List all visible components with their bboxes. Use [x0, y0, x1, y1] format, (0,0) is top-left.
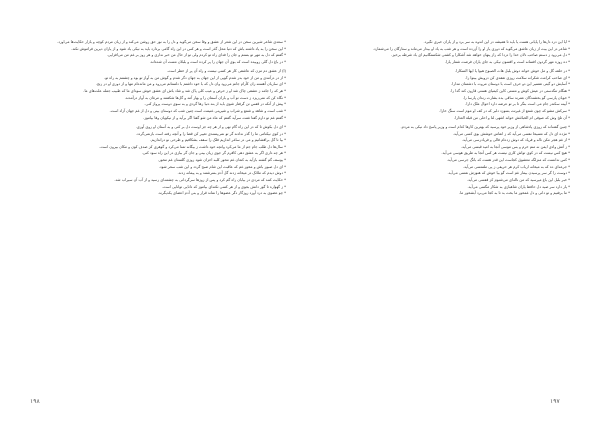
right-page-number: ١٩٧ [550, 399, 560, 405]
paragraph: * هر چه داری اگر به عشق دهی کافرم گر جوی زیان بینی و جان گر ببازی در این راه سود کنی. [141, 151, 286, 156]
paragraph: * گفتم که دل به مهر تو بستم و جان را فدای راه تو کردم ولی تو از حال من خبر نداری و هر روز بر غم من می‌افزایی. [106, 53, 286, 58]
paragraph: * شاعر در این بیت از زبان عاشق می‌گوید که دوری یار او را آزرده است و هر شب به یاد او بیدار می‌ماند و ستارگان را می‌شمارد. [372, 46, 570, 51]
paragraph: * در حلقه گل و مل خوش خواند دوش بلبل هات الصبوح هبوا یا ایها السکارا. [454, 69, 570, 74]
paragraph: * آیا این درد دل‌ها را پایانی هست یا باید تا همیشه در این اندوه به سر برد و از یاران خبری نگیرد. [423, 40, 570, 44]
paragraph: * دوست را گر سر پرسیدن بیمار غم است گو بیا خوش که هنوزش نفسی می‌آید. [447, 171, 570, 176]
paragraph: (ا) از عشق دم مزن که عاشقی کار هر کسی نیست و راه آن پر از خطر است. [166, 69, 286, 74]
paragraph: * آن تلخ وش که صوفی ام الخبائثش خواند اشهی لنا و احلی من قبلة العذارا. [453, 115, 570, 120]
paragraph: * یار دارد سر صید دل حافظ یاران شاهبازی به شکار مگسی می‌آید. [467, 184, 570, 189]
left-page-text [30, 40, 286, 197]
paragraph: * بیا تا گل برافشانیم و می در ساغر اندازیم فلک را سقف بشکافیم و طرحی نو دراندازیم. [150, 138, 286, 143]
paragraph: * حکایت کنند که مردی در بیابان راه گم کرد و پس از روزها سرگردانی به چشمه‌ای رسید و از آب آن سیراب شد. [114, 178, 286, 183]
paragraph: * خبر بلبل این باغ مپرسید که من ناله‌ای می‌شنوم کز قفسی می‌آید. [466, 178, 570, 183]
paragraph: * سرکش مشو که چون شمع از غیرتت بسوزد دلبر که در کف او موم است سنگ خارا. [439, 109, 570, 114]
paragraph: * هنگام تنگدستی در عیش کوش و مستی کاین کیمیای هستی قارون کند گدا را. [450, 89, 570, 94]
paragraph: * جرعه‌ای ده که به میخانه ارباب کرم هر حریفی ز پی ملتمسی می‌آید. [462, 164, 570, 169]
paragraph: * دوش دیدم که ملائک در میخانه زدند گل آدم بسرشتند و به پیمانه زدند. [177, 171, 286, 176]
left-page-number: ١٩٨ [30, 399, 40, 405]
paragraph: * ای ساربان آهسته ران کآرام جانم می‌رود وان دل که با خود داشتم با دلستانم می‌رود و من مانده‌ام تنها و از دوری او در رنج. [95, 82, 286, 87]
paragraph: * از در درآمدی و من از خود بدر شدم گویی از این جهان به جهان دگر شدم و گوش من به آواز تو بود و چشمم به راه تو. [104, 75, 286, 80]
paragraph: * چنین گفته‌اند که روزی پادشاهی از وزیر خود پرسید که بهترین کارها کدام است و وزیر پاسخ داد نیکی به مردم. [400, 124, 570, 129]
paragraph: * ما برفتیم و تو دانی و دل غمخور ما بخت بد تا به کجا می‌برد آبشخور ما. [458, 191, 570, 196]
paragraph: * گفتم غم تو دارم گفتا غمت سرآید گفتم که ماه من شو گفتا اگر برآید و از نیکویان وفا بیاموز. [143, 115, 286, 120]
paragraph: * از غم هجر مکن ناله و فریاد که دوش زده‌ام فالی و فریادرسی می‌آید. [461, 138, 570, 143]
paragraph: * دل می‌رود ز دستم صاحب دلان خدا را دردا که راز پنهان خواهد شد آشکارا و کشتی شکستگانیم ای باد شرطه برخیز. [391, 53, 570, 58]
right-page [314, 40, 570, 390]
paragraph: * در باغ دل گلی روییده است که بوی آن جهان را پر کرده است و بلبلان مست آن شده‌اند. [149, 59, 286, 64]
paragraph: * نگاه کن که نمی‌ریزد ز دست تو آب و باران آسمان را و بهار آمد و گل‌ها شکفتند و مرغان به آواز درآمدند. [124, 95, 286, 100]
paragraph: * هر که را جامه ز عشقی چاک شد او ز حرص و عیب کلی پاک شد و شاد باش ای عشق خوش سودای ما که طبیب جمله علت‌های ما. [83, 89, 286, 94]
paragraph: * خوبان پارسی گو بخشندگان عمرند ساقی بده بشارت رندان پارسا را. [462, 95, 570, 100]
paragraph: * سعدی شاعر شیرین سخن در این شعر از عشق و وفا سخن می‌گوید و دل را به نور حق روشن می‌کند و از زبان مردم کوچه و بازار حکایت‌ها می‌آورد. [57, 40, 286, 44]
paragraph: * ز آتش وادی ایمن نه منم خرم و بس موسی آنجا به امید قبسی می‌آید. [460, 144, 570, 149]
paragraph: * آیینه سکندر جام می است بنگر تا بر تو عرضه دارد احوال ملک دارا. [465, 102, 570, 107]
right-page-text [314, 40, 570, 197]
paragraph: * سال‌ها دل طلب جام جم از ما می‌کرد وانچه خود داشت ز بیگانه تمنا می‌کرد و گوهری کز صدف کون و مکان بیرون است. [99, 144, 286, 149]
paragraph: * ای دل صبور باش و مخور غم که عاقبت این شام صبح گردد و این شب سحر شود. [158, 164, 286, 169]
paragraph: * مژده ای دل که مسیحا نفسی می‌آید که ز انفاس خوشش بوی کسی می‌آید. [452, 131, 570, 136]
left-page [30, 40, 286, 390]
paragraph: * پیش از آنکه در قفس تن گرفتار شوی باید از بند دنیا رها گردی و به سوی دوست پرواز کنی. [144, 102, 286, 107]
paragraph: * هیچ کس نیست که در کوی تواش کاری نیست هر کس آنجا به طریق هوسی می‌آید. [441, 151, 570, 156]
paragraph: * کس ندانست که منزلگه معشوق کجاست این قدر هست که بانگ جرسی می‌آید. [446, 158, 570, 163]
paragraph: * ای دل بکوش تا که در این راه گام نهی و از هر چه جز اوست دل بر کنی و به آستان او روی آوری. [135, 124, 286, 129]
paragraph: * آسایش دو گیتی تفسیر این دو حرف است با دوستان مروت با دشمنان مدارا. [451, 82, 570, 87]
paragraph: * ز گهواره تا گور دانش بجوی و از هر کسی نکته‌ای بیاموز که دانایی توانایی است. [161, 184, 286, 189]
paragraph: * یوسف گم گشته بازآید به کنعان غم مخور کلبه احزان شود روزی گلستان غم مخور. [157, 158, 286, 163]
paragraph: * شب است و شاهد و شمع و شراب و شیرینی غنیمت است چنین شب که دوستان بینی و دل از غم جهان آزاد است. [109, 109, 286, 114]
paragraph: * این سخن را به یاد داشته باش که دنیا محل گذر است و هر کس در این راه گامی بردارد باید به نیکی یاد شود و از یاران دیرین فراموش نکند. [71, 46, 286, 51]
paragraph: * ده روزه مهر گردون افسانه است و افسون نیکی به جای یاران فرصت شمار یارا. [444, 59, 570, 64]
paragraph: * در کوی نیکنامی ما را گذر ندادند گر تو نمی‌پسندی تغییر کن قضا را و آنچه رفته است بازنمی‌گردد. [135, 131, 286, 136]
paragraph: * چو عضوی به درد آورد روزگار دگر عضوها را نماند قرار و بنی آدم اعضای یکدیگرند. [157, 191, 286, 196]
paragraph: * ای صاحب کرامت شکرانه سلامت روزی تفقدی کن درویش بینوا را. [465, 75, 570, 80]
